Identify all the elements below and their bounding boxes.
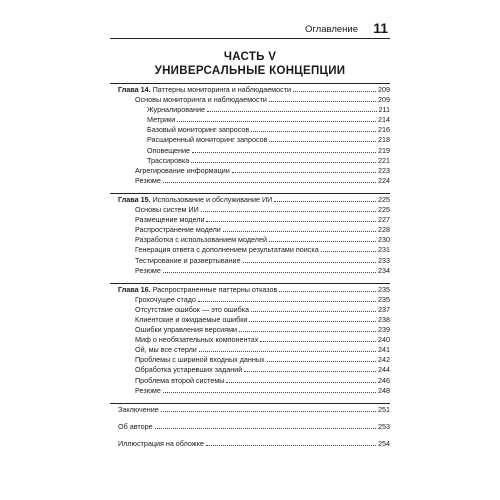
toc-page-number: 241: [378, 345, 390, 355]
toc-entry-text: [135, 176, 161, 186]
dot-leader: [163, 385, 376, 393]
dot-leader: [239, 324, 376, 332]
toc-entry[interactable]: [110, 224, 390, 234]
section-title: Разработка с использованием моделей: [135, 235, 267, 245]
toc-page-number: 235: [378, 284, 390, 294]
toc-page-number: 239: [378, 325, 390, 335]
dot-leader: [198, 294, 376, 302]
toc-entry-text: [135, 266, 161, 276]
dot-leader: [260, 334, 376, 342]
toc-entry[interactable]: [110, 104, 390, 114]
chapter-block: [110, 283, 390, 395]
dot-leader: [251, 124, 376, 132]
toc-entry[interactable]: [110, 385, 390, 395]
toc-page-number: 209: [378, 85, 390, 94]
section-title: Размещение модели: [135, 215, 205, 225]
toc-entry[interactable]: [110, 155, 390, 165]
back-matter-title: Заключение: [118, 404, 159, 414]
section-title: Обработка устаревших заданий: [135, 365, 243, 375]
toc-page-number: 253: [378, 421, 390, 431]
toc-page-number: 227: [378, 215, 390, 225]
section-title: Оповещение: [147, 145, 191, 155]
dot-leader: [191, 155, 376, 163]
section-title: Журналирование: [147, 105, 205, 115]
toc-page-number: 221: [378, 155, 390, 165]
section-title: Метрики: [147, 115, 176, 125]
toc-page-number: 248: [378, 385, 390, 395]
toc-page-number: 228: [378, 225, 390, 235]
toc-entry[interactable]: [110, 304, 390, 314]
dot-leader: [161, 404, 376, 412]
part-label: ЧАСТЬ V: [223, 51, 277, 63]
dot-leader: [206, 438, 376, 446]
toc-entry[interactable]: [110, 284, 390, 294]
back-matter-title: Иллюстрация на обложке: [118, 438, 204, 448]
chapter-number: Глава 14.: [118, 85, 151, 94]
section-title: Распространение модели: [135, 225, 221, 235]
toc-entry[interactable]: [110, 145, 390, 155]
toc-entry[interactable]: [110, 364, 390, 374]
dot-leader: [269, 234, 376, 242]
toc-entry[interactable]: [110, 334, 390, 344]
book-page: [110, 0, 390, 500]
toc-entry-text: [118, 439, 204, 449]
toc-page-number: 231: [378, 245, 390, 255]
dot-leader: [206, 214, 376, 222]
section-title: Грохочущее стадо: [135, 294, 196, 304]
toc-page-number: 235: [378, 294, 390, 304]
toc-entry[interactable]: [110, 354, 390, 364]
toc-page-number: 244: [378, 365, 390, 375]
toc-page-number: 233: [378, 255, 390, 265]
toc-entry[interactable]: [110, 165, 390, 175]
toc-entry[interactable]: [110, 84, 390, 94]
toc-page-number: 214: [378, 115, 390, 125]
toc-page-number: 223: [378, 165, 390, 175]
chapter-title: Распространенные паттерны отказов: [152, 284, 278, 294]
toc-page-number: 230: [378, 235, 390, 245]
toc-page-number: 234: [378, 265, 390, 275]
part-title: УНИВЕРСАЛЬНЫЕ КОНЦЕПЦИИ: [154, 65, 346, 77]
toc-entry[interactable]: [110, 375, 390, 385]
dot-leader: [163, 265, 376, 273]
dot-leader: [199, 344, 376, 352]
dot-leader: [274, 194, 376, 202]
chapter-block: [110, 193, 390, 275]
dot-leader: [293, 84, 376, 92]
toc-entry[interactable]: [110, 421, 390, 431]
toc-entry[interactable]: [110, 294, 390, 304]
section-title: Базовый мониторинг запросов: [147, 125, 250, 135]
running-title: Оглавление: [305, 24, 358, 35]
toc-entry[interactable]: [110, 404, 390, 414]
section-title: Генерация ответа с дополнением результатами поиска: [135, 245, 319, 255]
section-title: Трассировка: [147, 155, 190, 165]
toc-entry-text: [118, 422, 153, 432]
toc-entry[interactable]: [110, 244, 390, 254]
toc-entry-text: [135, 386, 161, 396]
dot-leader: [155, 421, 376, 429]
dot-leader: [226, 375, 376, 383]
toc-entry[interactable]: [110, 234, 390, 244]
toc-entry-text: [118, 405, 159, 415]
dot-leader: [321, 244, 376, 252]
dot-leader: [207, 104, 377, 112]
toc-entry[interactable]: [110, 344, 390, 354]
section-title: Резюме: [135, 385, 161, 395]
chapter-title: Паттерны мониторинга и наблюдаемости: [152, 85, 292, 94]
section-title: Расширенный мониторинг запросов: [147, 135, 268, 145]
toc-page-number: 211: [378, 105, 390, 115]
toc-entry[interactable]: [110, 94, 390, 104]
section-title: Резюме: [135, 175, 161, 185]
back-matter: [110, 403, 390, 448]
toc-entry[interactable]: [110, 175, 390, 185]
toc-page-number: 246: [378, 375, 390, 385]
section-title: Отсутствие ошибок — это ошибка: [135, 304, 250, 314]
dot-leader: [163, 175, 376, 183]
section-title: Резюме: [135, 265, 161, 275]
dot-leader: [223, 224, 376, 232]
toc-page-number: 209: [378, 95, 390, 105]
dot-leader: [267, 354, 376, 362]
chapter-number: Глава 16.: [118, 284, 151, 294]
chapter-number: Глава 15.: [118, 194, 151, 204]
back-matter-title: Об авторе: [118, 421, 153, 431]
toc-entry[interactable]: [110, 314, 390, 324]
toc-entry[interactable]: [110, 324, 390, 334]
dot-leader: [243, 255, 376, 263]
dot-leader: [269, 134, 376, 142]
dot-leader: [177, 114, 376, 122]
toc-page-number: 219: [378, 145, 390, 155]
section-title: Основы систем ИИ: [135, 205, 199, 215]
toc-page-number: 254: [378, 438, 390, 448]
toc-page-number: 240: [378, 335, 390, 345]
chapter-title: Использование и обслуживание ИИ: [152, 194, 273, 204]
running-head: [110, 22, 390, 39]
dot-leader: [201, 204, 376, 212]
section-title: Клиентские и ожидаемые ошибки: [135, 314, 248, 324]
section-title: Ошибки управления версиями: [135, 325, 238, 335]
back-matter-gap: [110, 431, 390, 438]
section-title: Проблема второй системы: [135, 375, 225, 385]
section-title: Проблемы с шириной входных данных: [135, 355, 265, 365]
dot-leader: [249, 314, 376, 322]
toc-entry[interactable]: [110, 265, 390, 275]
dot-leader: [279, 284, 376, 292]
toc-page-number: 224: [378, 175, 390, 185]
toc-entry[interactable]: [110, 194, 390, 204]
chapter-gap: [110, 395, 390, 403]
back-matter-gap: [110, 414, 390, 421]
toc-entry[interactable]: [110, 124, 390, 134]
toc-page-number: 218: [378, 135, 390, 145]
section-title: Тестирование и развертывание: [135, 255, 241, 265]
dot-leader: [192, 145, 376, 153]
chapter-block: [110, 83, 390, 185]
section-title: Агрегирование информации: [135, 165, 230, 175]
dot-leader: [232, 165, 376, 173]
dot-leader: [269, 94, 376, 102]
toc-page-number: 238: [378, 314, 390, 324]
toc-page-number: 251: [378, 404, 390, 414]
section-title: Основы мониторинга и наблюдаемости: [135, 95, 267, 105]
toc-page-number: 225: [378, 205, 390, 215]
toc-entry[interactable]: [110, 214, 390, 224]
toc-page-number: 237: [378, 304, 390, 314]
section-title: Миф о необязательных компонентах: [135, 335, 259, 345]
toc-page-number: 216: [378, 125, 390, 135]
toc-entry[interactable]: [110, 204, 390, 214]
toc-page-number: 225: [378, 194, 390, 204]
table-of-contents: [110, 83, 390, 448]
section-title: Ой, мы все стерли: [135, 345, 197, 355]
toc-entry[interactable]: [110, 438, 390, 448]
toc-entry[interactable]: [110, 134, 390, 144]
toc-entry[interactable]: [110, 114, 390, 124]
toc-page-number: 242: [378, 355, 390, 365]
dot-leader: [244, 364, 376, 372]
chapter-gap: [110, 275, 390, 283]
page-number: 11: [373, 20, 388, 36]
toc-entry[interactable]: [110, 255, 390, 265]
dot-leader: [251, 304, 376, 312]
chapter-gap: [110, 185, 390, 193]
